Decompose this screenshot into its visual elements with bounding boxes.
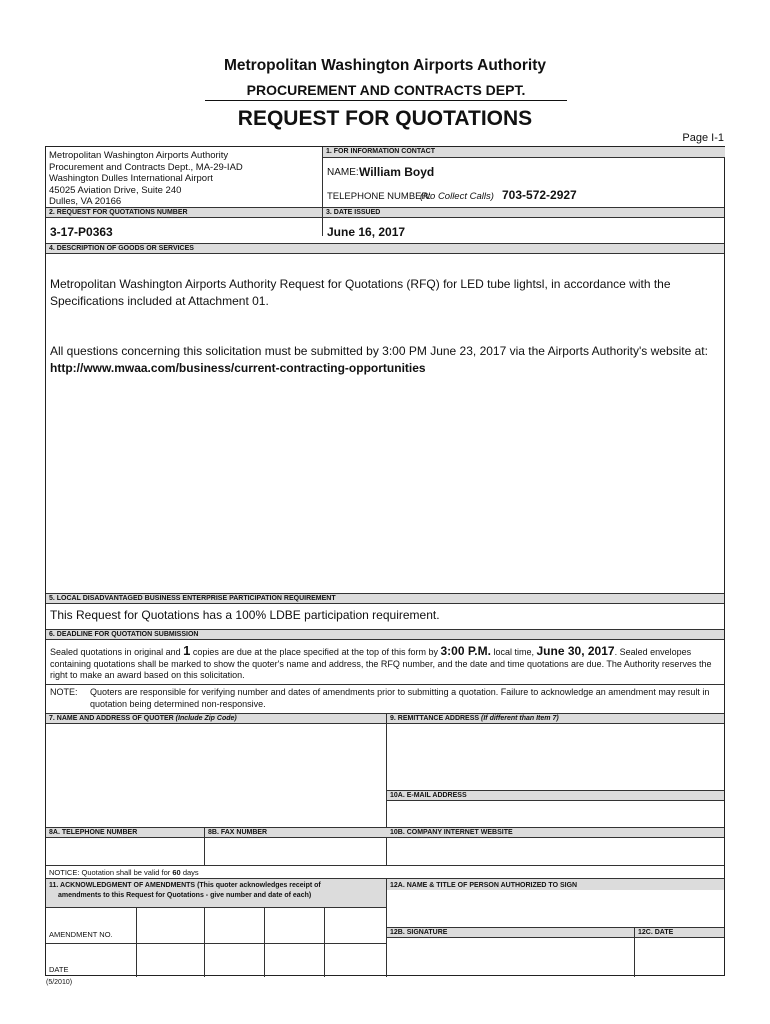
description-paragraph-1: Metropolitan Washington Airports Authority Request for Quotations (RFQ) for LED tube lightsl, in accordance with the Specifications included at Attachment 01. [50, 277, 671, 308]
amendment-no-field-3[interactable] [265, 908, 323, 942]
header-divider [205, 100, 567, 101]
address-line-4: 45025 Aviation Drive, Suite 240 [49, 184, 182, 196]
quoter-name-address-field[interactable] [50, 725, 384, 827]
contact-telephone: 703-572-2927 [502, 188, 577, 202]
signer-name-field[interactable] [389, 891, 723, 925]
amend-label-wrap [49, 882, 321, 889]
deadline-text [50, 645, 720, 682]
address-line-3: Washington Dulles International Airport [49, 173, 213, 184]
remittance-address-field[interactable] [389, 725, 723, 788]
rfq-number-bar [46, 207, 724, 218]
notice-divider [46, 865, 724, 866]
address-line-5: Dulles, VA 20166 [49, 196, 122, 207]
deadline-text-3: local time, [490, 647, 537, 657]
ldbe-text: This Request for Quotations has a 100% LDBE participation requirement. [50, 608, 440, 622]
amendment-no-field-4[interactable] [325, 908, 385, 942]
amendment-date-label: DATE [49, 965, 69, 974]
note-label: NOTE: [50, 687, 78, 697]
signer-name-label: 12A. NAME & TITLE OF PERSON AUTHORIZED TO SIGN [390, 882, 578, 889]
amend-label: 11. ACKNOWLEDGMENT OF AMENDMENTS [49, 882, 196, 889]
amendment-no-field-2[interactable] [205, 908, 263, 942]
contact-name: William Boyd [359, 165, 435, 179]
deadline-text-4: . Sealed envelopes containing quotations shall be marked to show the quoter's name and address, the RFQ number, and the date and time quotations are due. The Authority reserves the right to make an award based on this solicitation. [50, 647, 712, 680]
quoter-divider [386, 713, 387, 865]
notice-suffix: days [180, 868, 199, 877]
sig-date-divider [634, 927, 635, 977]
description-label: 4. DESCRIPTION OF GOODS OR SERVICES [46, 243, 724, 254]
contact-tel-note: (No Collect Calls) [420, 191, 494, 202]
signature-bar [387, 927, 724, 938]
deadline-text-2: copies are due at the place specified at the top of this form by [190, 647, 441, 657]
top-divider [322, 147, 323, 236]
copies-count: 1 [183, 643, 191, 658]
remittance-label: 9. REMITTANCE ADDRESS [390, 715, 480, 722]
remittance-label-wrap [390, 715, 559, 722]
deadline-label: 6. DEADLINE FOR QUOTATION SUBMISSION [46, 629, 724, 640]
website-field[interactable] [389, 839, 723, 863]
website-link[interactable]: http://www.mwaa.com/business/current-contracting-opportunities [50, 361, 426, 375]
note-divider [46, 684, 724, 685]
amend-grid-mid [46, 943, 386, 944]
fax-field[interactable] [208, 839, 384, 863]
telephone-bar [46, 827, 724, 838]
tel-fax-divider [204, 827, 205, 865]
website-label: 10B. COMPANY INTERNET WEBSITE [390, 829, 513, 836]
notice-text [49, 868, 199, 877]
page-number: Page I-1 [682, 132, 724, 144]
sign-date-label: 12C. DATE [638, 929, 674, 936]
signature-field[interactable] [389, 939, 633, 975]
fax-label: 8B. FAX NUMBER [208, 829, 268, 836]
email-label: 10A. E-MAIL ADDRESS [387, 790, 724, 801]
form-title: REQUEST FOR QUOTATIONS [237, 107, 533, 130]
bar-divider [322, 207, 323, 218]
address-line-1: Metropolitan Washington Airports Authority [49, 150, 229, 161]
rfq-number: 3-17-P0363 [50, 225, 113, 239]
amendment-no-label: AMENDMENT NO. [49, 930, 113, 939]
rfq-number-label: 2. REQUEST FOR QUOTATIONS NUMBER [49, 209, 188, 216]
telephone-field[interactable] [50, 839, 202, 863]
date-issued-label: 3. DATE ISSUED [326, 209, 381, 216]
quoter-bar [46, 713, 724, 724]
contact-name-label: NAME: [327, 167, 359, 178]
deadline-text-1: Sealed quotations in original and [50, 647, 184, 657]
email-field[interactable] [389, 802, 723, 826]
deadline-date: June 30, 2017 [536, 644, 615, 658]
contact-label: 1. FOR INFORMATION CONTACT [323, 147, 725, 158]
form-revision: (5/2010) [46, 979, 73, 986]
address-line-2: Procurement and Contracts Dept., MA-29-IAD [49, 161, 243, 173]
department-name: PROCUREMENT AND CONTRACTS DEPT. [246, 82, 526, 98]
quoter-label-note: (Include Zip Code) [175, 715, 237, 722]
amend-note-1: (This quoter acknowledges receipt of [197, 882, 321, 889]
org-name: Metropolitan Washington Airports Authority [223, 57, 547, 74]
notice-days: 60 [172, 868, 181, 877]
ldbe-label: 5. LOCAL DISADVANTAGED BUSINESS ENTERPRISE PARTICIPATION REQUIREMENT [46, 593, 724, 604]
contact-tel-label: TELEPHONE NUMBER: [327, 191, 431, 202]
deadline-time: 3:00 P.M. [440, 644, 491, 658]
telephone-label: 8A. TELEPHONE NUMBER [49, 829, 138, 836]
questions-text: All questions concerning this solicitation must be submitted by 3:00 PM June 23, 2017 via the Airports Authority's website at: [50, 344, 708, 358]
remittance-label-note: (If different than Item 7) [481, 715, 559, 722]
notice-prefix: NOTICE: Quotation shall be valid for [49, 868, 173, 877]
signature-label: 12B. SIGNATURE [390, 929, 448, 936]
sign-date-field[interactable] [636, 939, 723, 975]
rfq-form [45, 146, 725, 976]
date-issued: June 16, 2017 [327, 225, 406, 239]
amend-note-2: amendments to this Request for Quotations - give number and date of each) [58, 892, 312, 899]
description-paragraph-2 [50, 343, 718, 377]
note-text: Quoters are responsible for verifying number and dates of amendments prior to submitting a quotation. Failure to acknowledge an amendment may result in quotation being determined non-responsive. [90, 687, 710, 709]
quoter-label: 7. NAME AND ADDRESS OF QUOTER [49, 715, 174, 722]
amendment-no-field-1[interactable] [137, 908, 203, 942]
